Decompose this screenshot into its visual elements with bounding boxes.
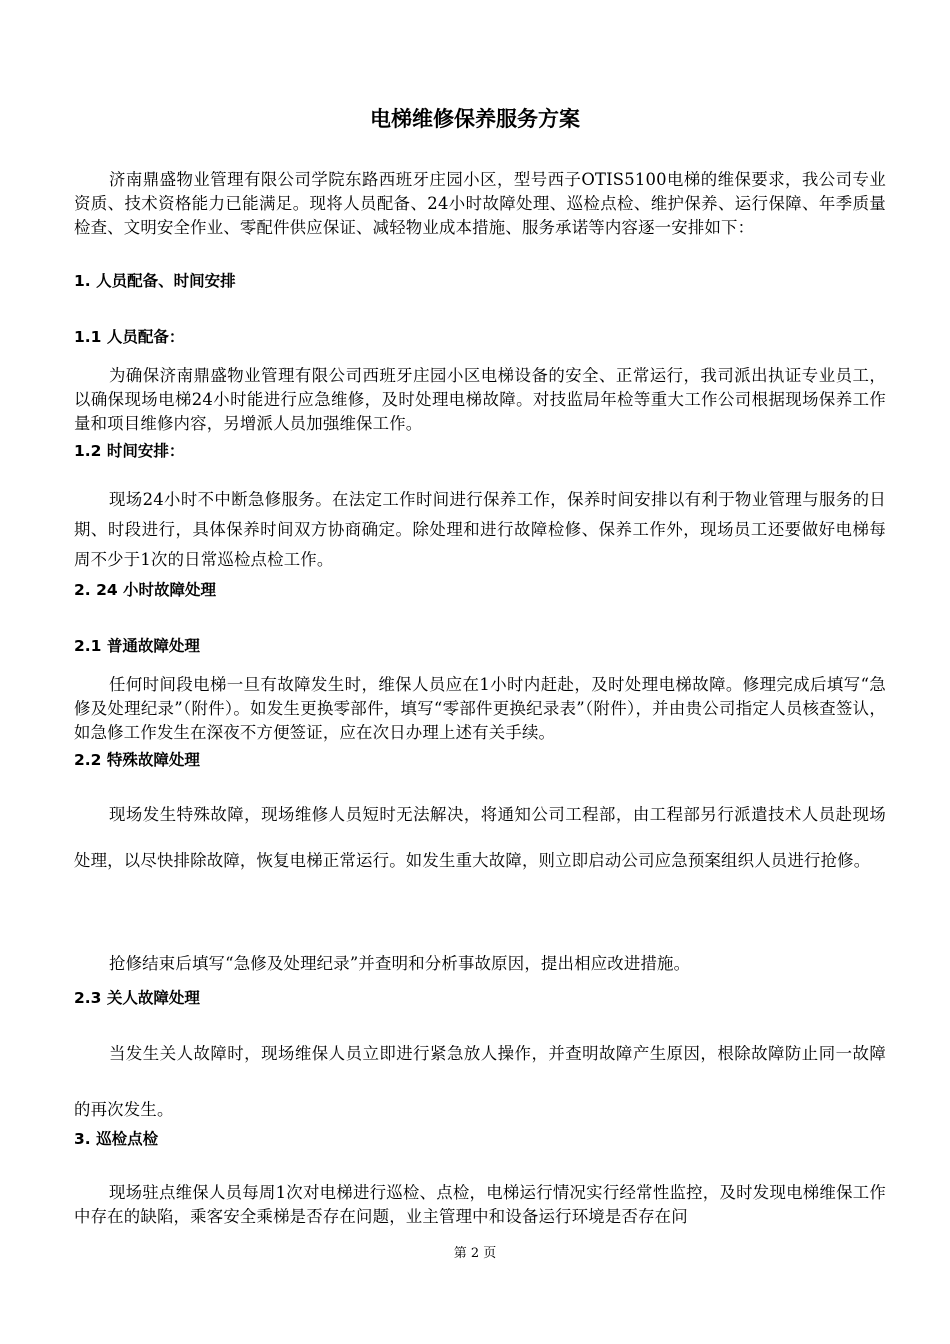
section-1-2-paragraph: 现场24小时不中断急修服务。在法定工作时间进行保养工作，保养时间安排以有利于物业管理与服务的日期、时段进行，具体保养时间双方协商确定。除处理和进行故障检修、保养工作外，现场员工还要做好电梯每周不少于1次的日常巡检点检工作。	[74, 490, 886, 569]
intro-paragraph: 济南鼎盛物业管理有限公司学院东路西班牙庄园小区，型号西子OTIS5100电梯的维保要求，我公司专业资质、技术资格能力已能满足。现将人员配备、24小时故障处理、巡检点检、维护保养、运行保障、年季质量检查、文明安全作业、零配件供应保证、减轻物业成本措施、服务承诺等内容逐一安排如下：	[74, 170, 886, 237]
section-2-heading: 2. 24 小时故障处理	[74, 581, 217, 599]
section-2-1-paragraph: 任何时间段电梯一旦有故障发生时，维保人员应在1小时内赶赴，及时处理电梯故障。修理完成后填写“急修及处理纪录”（附件）。如发生更换零部件，填写“零部件更换纪录表”（附件），并由贵公司指定人员核查签认，如急修工作发生在深夜不方便签证，应在次日办理上述有关手续。	[74, 675, 886, 742]
section-1-2-heading: 1.2 时间安排：	[74, 442, 185, 460]
section-2-3-paragraph: 当发生关人故障时，现场维保人员立即进行紧急放人操作，并查明故障产生原因，根除故障防止同一故障的再次发生。	[74, 1044, 886, 1119]
section-2-2-paragraph-2: 抢修结束后填写“急修及处理纪录”并查明和分析事故原因，提出相应改进措施。	[109, 954, 691, 973]
section-1-heading: 1. 人员配备、时间安排	[74, 272, 236, 290]
section-1-1-heading: 1.1 人员配备：	[74, 328, 185, 346]
document-title: 电梯维修保养服务方案	[370, 107, 580, 131]
section-2-3-heading: 2.3 关人故障处理	[74, 989, 200, 1007]
section-2-2-heading: 2.2 特殊故障处理	[74, 751, 200, 769]
page-number: 第 2 页	[453, 1246, 497, 1261]
section-3-heading: 3. 巡检点检	[74, 1130, 159, 1148]
section-1-1-paragraph: 为确保济南鼎盛物业管理有限公司西班牙庄园小区电梯设备的安全、正常运行，我司派出执证专业员工，以确保现场电梯24小时能进行应急维修，及时处理电梯故障。对技监局年检等重大工作公司根据现场保养工作量和项目维修内容，另增派人员加强维保工作。	[74, 366, 886, 433]
section-2-1-heading: 2.1 普通故障处理	[74, 637, 200, 655]
section-3-paragraph: 现场驻点维保人员每周1次对电梯进行巡检、点检，电梯运行情况实行经常性监控，及时发现电梯维保工作中存在的缺陷，乘客安全乘梯是否存在问题，业主管理中和设备运行环境是否存在问	[74, 1183, 886, 1226]
section-2-2-paragraph: 现场发生特殊故障，现场维修人员短时无法解决，将通知公司工程部，由工程部另行派遣技术人员赴现场处理，以尽快排除故障，恢复电梯正常运行。如发生重大故障，则立即启动公司应急预案组织人员进行抢修。	[74, 805, 886, 870]
